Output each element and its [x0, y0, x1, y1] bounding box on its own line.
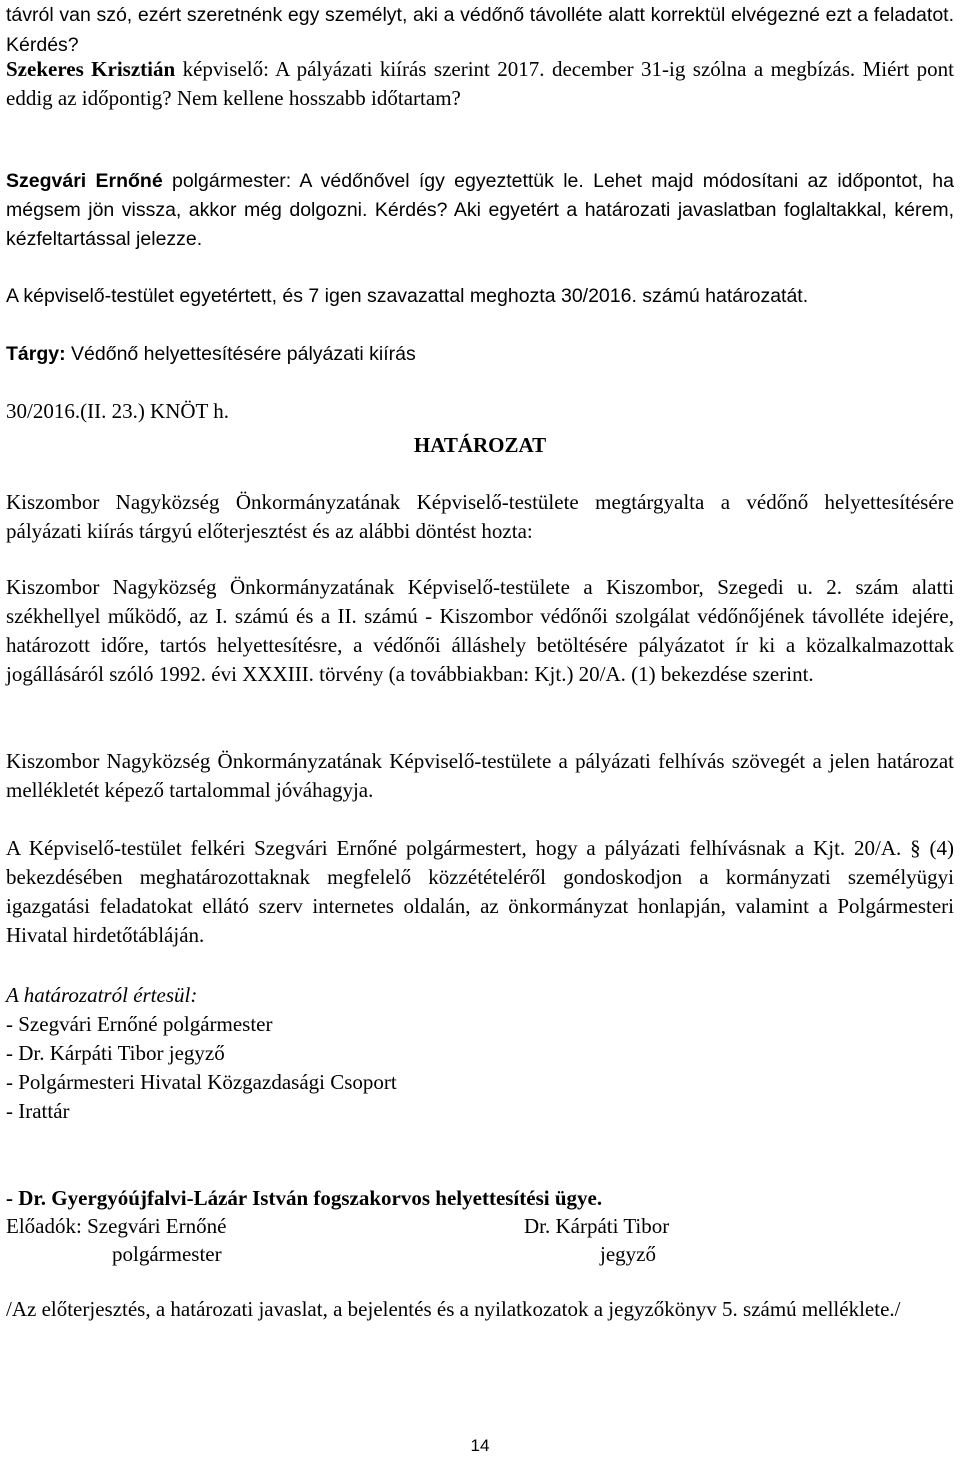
agenda-item-title: - Dr. Gyergyóújfalvi-Lázár István fogszakorvos helyettesítési ügye. — [6, 1186, 603, 1210]
presenters-row — [6, 1212, 954, 1241]
presenter-1-role: polgármester — [112, 1242, 222, 1266]
paragraph-intro: távról van szó, ezért szeretnénk egy személyt, aki a védőnő távolléte alatt korrektül elvégezné ezt a feladatot. Kérdés? — [6, 4, 954, 56]
notification-item: - Polgármesteri Hivatal Közgazdasági Csoport — [6, 1070, 397, 1094]
resolution-paragraph-2: Kiszombor Nagyközség Önkormányzatának Képviselő-testülete a Kiszombor, Szegedi u. 2. szám alatti székhellyel működő, az I. számú és a II. számú - Kiszombor védőnői szolgálat védőnőjének távolléte idejére, határozott időre, tartós helyettesítésre, a védőnői álláshely betöltésére pályázatot ír ki a közalkalmazottak jogállásáról szóló 1992. évi XXXIII. törvény (a továbbiakban: Kjt.) 20/A. (1) bekezdése szerint. — [6, 575, 954, 686]
presenter-2-role: jegyző — [600, 1242, 656, 1266]
paragraph-szegvari: Szegvári Ernőné polgármester: A védőnővel így egyeztettük le. Lehet majd módosítani az időpontot, ha mégsem jön vissza, akkor még dolgozni. Kérdés? Aki egyetért a határozati javaslatban foglaltakkal, kérem, kézfeltartással jelezze. — [6, 170, 954, 250]
annex-note: /Az előterjesztés, a határozati javaslat, a bejelentés és a nyilatkozatok a jegyzőkönyv 5. számú melléklete./ — [6, 1297, 901, 1321]
paragraph-szekeres: Szekeres Krisztián képviselő: A pályázati kiírás szerint 2017. december 31-ig szólna a megbízás. Miért pont eddig az időpontig? Nem kellene hosszabb időtartam? — [6, 57, 954, 110]
resolution-heading: HATÁROZAT — [413, 433, 547, 457]
resolution-paragraph-4: A Képviselő-testület felkéri Szegvári Ernőné polgármestert, hogy a pályázati felhívásnak a Kjt. 20/A. § (4) bekezdésében meghatározottaknak megfelelő közzétételéről gondoskodjon a kormányzati személyügyi igazgatási feladatokat ellátó szerv internetes oldalán, az önkormányzat honlapján, valamint a Polgármesteri Hivatal hirdetőtábláján. — [6, 836, 954, 947]
notification-item: - Irattár — [6, 1099, 70, 1123]
speaker-name: Szegvári Ernőné — [6, 170, 163, 192]
speaker-name: Szekeres Krisztián — [6, 57, 176, 81]
resolution-paragraph-1: Kiszombor Nagyközség Önkormányzatának Képviselő-testülete megtárgyalta a védőnő helyettesítésére pályázati kiírás tárgyú előterjesztést és az alábbi döntést hozta: — [6, 490, 954, 543]
notification-list — [6, 981, 954, 1126]
notification-item: - Dr. Kárpáti Tibor jegyző — [6, 1041, 225, 1065]
notification-title: A határozatról értesül: — [6, 983, 198, 1007]
paragraph-vote-result: A képviselő-testület egyetértett, és 7 igen szavazattal meghozta 30/2016. számú határozatát. — [6, 285, 809, 307]
notification-item: - Szegvári Ernőné polgármester — [6, 1012, 273, 1036]
resolution-paragraph-3: Kiszombor Nagyközség Önkormányzatának Képviselő-testülete a pályázati felhívás szövegét a jelen határozat mellékletét képező tartalommal jóváhagyja. — [6, 749, 954, 802]
resolution-reference: 30/2016.(II. 23.) KNÖT h. — [6, 399, 230, 423]
presenter-2-name: Dr. Kárpáti Tibor — [524, 1214, 670, 1238]
presenter-roles-row — [6, 1240, 954, 1269]
subject-label: Tárgy: — [6, 343, 66, 365]
page-number: 14 — [470, 1436, 490, 1455]
presenters-label: Előadók: Szegvári Ernőné — [6, 1214, 227, 1238]
subject-line: Tárgy: Védőnő helyettesítésére pályázati kiírás — [6, 343, 416, 365]
